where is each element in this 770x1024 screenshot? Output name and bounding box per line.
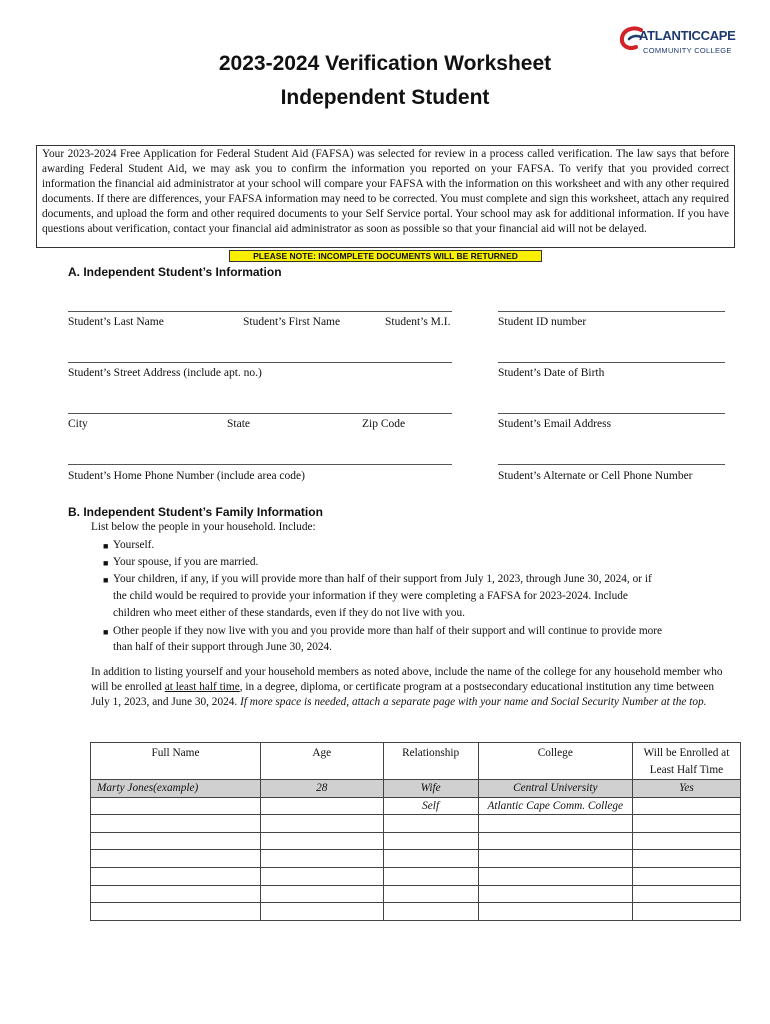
cell-college[interactable] bbox=[478, 867, 632, 885]
state-label: State bbox=[227, 418, 250, 430]
student-id-line[interactable] bbox=[498, 311, 725, 312]
section-a-title: A. Independent Student’s Information bbox=[68, 265, 282, 279]
para-part-b: , in a degree, diploma, or certificate program at a postsecondary educational institution any time between July 1, 2023, and June 30, 2024. bbox=[91, 681, 715, 708]
cell-relationship[interactable] bbox=[383, 815, 478, 833]
cell-college[interactable] bbox=[478, 815, 632, 833]
cell-age[interactable] bbox=[260, 815, 383, 833]
email-label: Student’s Email Address bbox=[498, 418, 612, 430]
cell-name[interactable]: Marty Jones(example) bbox=[91, 780, 261, 798]
cell-name[interactable] bbox=[91, 867, 261, 885]
col-enrolled-l1: Will be Enrolled at bbox=[643, 747, 730, 759]
bullet-children-l1: Your children, if any, if you will provide more than half of their support from July 1, 2023, through June 30, 2024, or if bbox=[113, 573, 652, 585]
cell-enrolled[interactable]: Yes bbox=[632, 780, 740, 798]
table-row bbox=[91, 850, 741, 868]
cell-age[interactable] bbox=[260, 903, 383, 921]
last-name-label: Student’s Last Name bbox=[68, 316, 164, 328]
cell-relationship[interactable]: Self bbox=[383, 797, 478, 815]
para-part-a: In addition to listing yourself and your household members as noted above, include the name of the college for any household member who will be enrolled bbox=[91, 666, 723, 693]
col-relationship: Relationship bbox=[383, 743, 478, 780]
dob-line[interactable] bbox=[498, 362, 725, 363]
zip-label: Zip Code bbox=[362, 418, 406, 430]
cell-college[interactable]: Atlantic Cape Comm. College bbox=[478, 797, 632, 815]
cell-enrolled[interactable] bbox=[632, 867, 740, 885]
page-title: 2023-2024 Verification Worksheet bbox=[218, 52, 552, 75]
table-row bbox=[91, 903, 741, 921]
table-header-row bbox=[91, 743, 741, 780]
street-line[interactable] bbox=[68, 362, 452, 363]
bullet-children-l3: children who meet either of these standards, even if they do not live with you. bbox=[113, 607, 465, 619]
city-label: City bbox=[68, 418, 88, 430]
cell-age[interactable] bbox=[260, 797, 383, 815]
student-id-label: Student ID number bbox=[498, 316, 587, 328]
alt-phone-label: Student’s Alternate or Cell Phone Number bbox=[498, 470, 693, 482]
cell-enrolled[interactable] bbox=[632, 850, 740, 868]
bullet-children-l2: the child would be required to provide your information if they were completing a FAFSA for 2023-2024. Include bbox=[113, 590, 628, 602]
bullet-spouse: Your spouse, if you are married. bbox=[113, 556, 259, 568]
cell-relationship[interactable] bbox=[383, 885, 478, 903]
cell-age[interactable] bbox=[260, 832, 383, 850]
col-age: Age bbox=[260, 743, 383, 780]
bullet-icon: ■ bbox=[103, 627, 109, 637]
bullet-icon: ■ bbox=[103, 558, 109, 568]
logo-subtitle: COMMUNITY COLLEGE bbox=[643, 46, 732, 55]
bullet-icon: ■ bbox=[103, 541, 109, 551]
cell-age[interactable] bbox=[260, 867, 383, 885]
cell-name[interactable] bbox=[91, 832, 261, 850]
bullet-yourself: Yourself. bbox=[113, 539, 155, 551]
cell-enrolled[interactable] bbox=[632, 815, 740, 833]
incomplete-notice: PLEASE NOTE: INCOMPLETE DOCUMENTS WILL BE RETURNED bbox=[229, 250, 542, 262]
first-name-label: Student’s First Name bbox=[243, 316, 341, 328]
cell-college[interactable]: Central University bbox=[478, 780, 632, 798]
bullet-icon: ■ bbox=[103, 575, 109, 585]
table-row bbox=[91, 815, 741, 833]
city-state-zip-line[interactable] bbox=[68, 413, 452, 414]
cell-college[interactable] bbox=[478, 885, 632, 903]
cell-name[interactable] bbox=[91, 903, 261, 921]
col-full-name: Full Name bbox=[91, 743, 261, 780]
table-row-example bbox=[91, 780, 741, 798]
cell-enrolled[interactable] bbox=[632, 885, 740, 903]
cell-relationship[interactable] bbox=[383, 850, 478, 868]
intro-box: Your 2023-2024 Free Application for Federal Student Aid (FAFSA) was selected for review in a process called verification. The law says that before awarding Federal Student Aid, we may ask you to confirm the information you reported on your FAFSA. To verify that you provided correct information the financial aid administrator at your school will compare your FAFSA with the information on this worksheet and with any other required documents. If there are differences, your FAFSA information may need to be corrected. You must complete and sign this worksheet, attach any required documents, and upload the form and other required documents to your Self Service portal. Your school may ask for additional information. If you have questions about verification, contact your financial aid administrator as soon as possible so that your financial aid will not be delayed. bbox=[36, 145, 735, 248]
home-phone-line[interactable] bbox=[68, 464, 452, 465]
cell-relationship[interactable] bbox=[383, 903, 478, 921]
bullet-others-l2: than half of their support through June 30, 2024. bbox=[113, 641, 332, 653]
col-enrolled-l2: Least Half Time bbox=[649, 764, 724, 776]
cell-enrolled[interactable] bbox=[632, 797, 740, 815]
cell-college[interactable] bbox=[478, 850, 632, 868]
street-label: Student’s Street Address (include apt. no.) bbox=[68, 367, 262, 379]
table-row bbox=[91, 797, 741, 815]
household-lead: List below the people in your household. Include: bbox=[91, 521, 316, 533]
para-italic: If more space is needed, attach a separate page with your name and Social Security Number at the top. bbox=[240, 696, 707, 708]
cell-age[interactable] bbox=[260, 850, 383, 868]
cell-relationship[interactable] bbox=[383, 832, 478, 850]
cell-enrolled[interactable] bbox=[632, 903, 740, 921]
cell-enrolled[interactable] bbox=[632, 832, 740, 850]
email-line[interactable] bbox=[498, 413, 725, 414]
col-college: College bbox=[478, 743, 632, 780]
college-instructions bbox=[91, 665, 731, 710]
cell-age[interactable]: 28 bbox=[260, 780, 383, 798]
cell-college[interactable] bbox=[478, 832, 632, 850]
table-row bbox=[91, 867, 741, 885]
cell-name[interactable] bbox=[91, 815, 261, 833]
section-b-title: B. Independent Student’s Family Information bbox=[68, 505, 323, 519]
mi-label: Student’s M.I. bbox=[385, 316, 451, 328]
page-subtitle: Independent Student bbox=[280, 86, 490, 109]
bullet-others-l1: Other people if they now live with you and you provide more than half of their support and will continue to provide more bbox=[113, 625, 663, 637]
home-phone-label: Student’s Home Phone Number (include area code) bbox=[68, 470, 305, 482]
household-table bbox=[90, 742, 741, 921]
alt-phone-line[interactable] bbox=[498, 464, 725, 465]
cell-name[interactable] bbox=[91, 797, 261, 815]
dob-label: Student’s Date of Birth bbox=[498, 367, 605, 379]
cell-relationship[interactable]: Wife bbox=[383, 780, 478, 798]
cell-name[interactable] bbox=[91, 850, 261, 868]
cell-college[interactable] bbox=[478, 903, 632, 921]
cell-name[interactable] bbox=[91, 885, 261, 903]
para-underline: at least half time bbox=[164, 681, 240, 693]
col-enrolled bbox=[632, 743, 740, 780]
cell-relationship[interactable] bbox=[383, 867, 478, 885]
table-row bbox=[91, 832, 741, 850]
cell-age[interactable] bbox=[260, 885, 383, 903]
logo-name: ATLANTICCAPE bbox=[639, 28, 736, 43]
name-line[interactable] bbox=[68, 311, 452, 312]
table-row bbox=[91, 885, 741, 903]
